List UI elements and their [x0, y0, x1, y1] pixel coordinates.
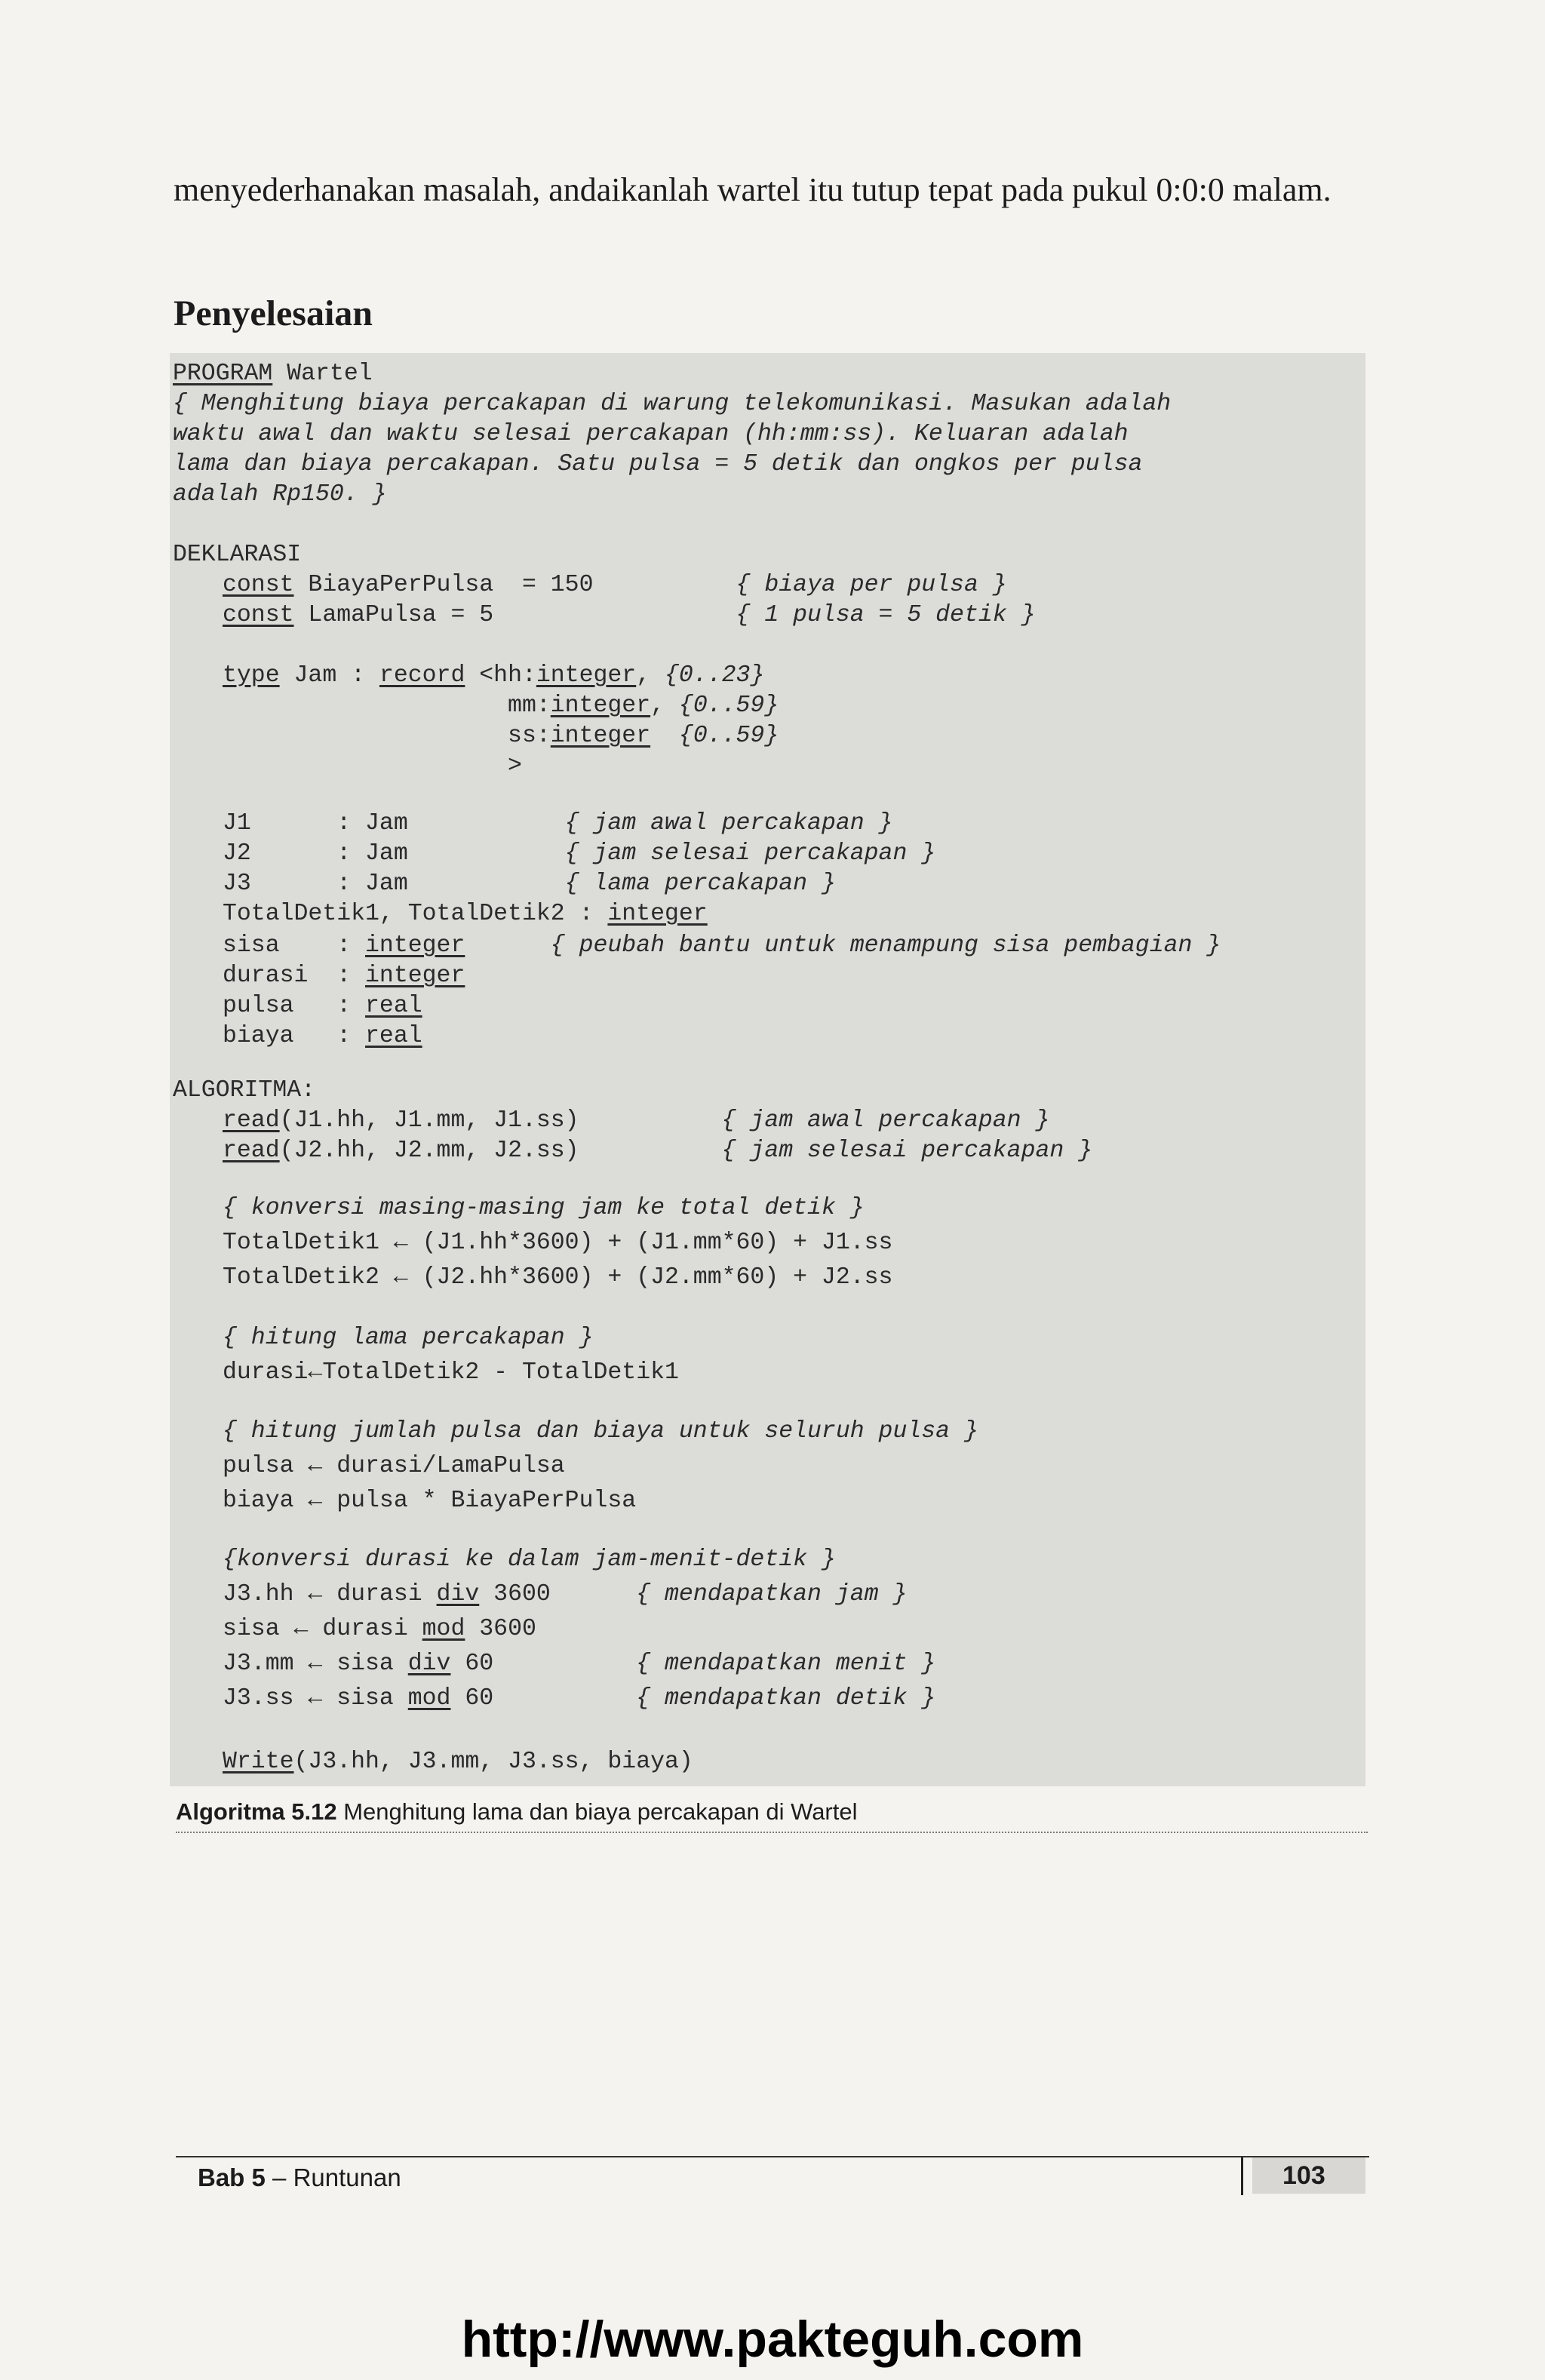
code-text: DEKLARASI [173, 542, 302, 568]
code-keyword: real [365, 993, 422, 1019]
code-line [223, 721, 779, 751]
code-line [223, 1228, 892, 1258]
footer-chapter [198, 2163, 401, 2192]
code-comment: { mendapatkan jam } [636, 1581, 908, 1608]
code-keyword: integer [550, 693, 651, 719]
code-comment: { hitung jumlah pulsa dan biaya untuk seluruh pulsa } [223, 1418, 978, 1445]
code-comment: { peubah bantu untuk menampung sisa pembagian } [550, 932, 1221, 959]
code-line [223, 931, 1221, 961]
code-text [650, 723, 679, 749]
code-line [173, 389, 1171, 419]
code-text: sisa ← durasi [223, 1616, 422, 1642]
code-text: BiayaPerPulsa = 150 [293, 572, 736, 598]
code-text: biaya : [223, 1023, 366, 1049]
code-text: J2 : Jam [223, 840, 565, 867]
code-text: LamaPulsa = 5 [293, 602, 736, 628]
code-keyword: const [223, 572, 294, 598]
code-text: J3 : Jam [223, 871, 565, 897]
code-keyword: div [407, 1651, 451, 1677]
code-keyword: mod [407, 1685, 451, 1712]
page-number: 103 [1252, 2157, 1365, 2194]
code-comment: {0..59} [678, 723, 779, 749]
code-line [223, 1747, 693, 1777]
code-keyword: type [223, 662, 280, 689]
code-line [223, 899, 708, 929]
code-text: 60 [450, 1651, 637, 1677]
code-text: TotalDetik2 ← (J2.hh*3600) + (J2.mm*60) + J2.ss [223, 1264, 893, 1291]
code-text: > [223, 753, 522, 779]
website-url[interactable]: http://www.pakteguh.com [461, 2311, 1084, 2368]
code-keyword: record [379, 662, 465, 689]
code-keyword: integer [365, 963, 465, 989]
code-text: ALGORITMA: [173, 1077, 316, 1104]
code-text: sisa : [223, 932, 366, 959]
code-line [173, 540, 301, 570]
footer-chapter-title: – Runtunan [265, 2163, 401, 2191]
code-line [223, 1545, 836, 1575]
code-text: TotalDetik1 ← (J1.hh*3600) + (J1.mm*60) + J1.ss [223, 1230, 893, 1256]
code-text: ss: [223, 723, 551, 749]
code-comment: {konversi durasi ke dalam jam-menit-detik } [223, 1546, 836, 1573]
code-comment: { Menghitung biaya percakapan di warung telekomunikasi. Masukan adalah [173, 391, 1172, 417]
code-text: J3.ss ← sisa [223, 1685, 408, 1712]
code-keyword: read [223, 1138, 280, 1164]
code-text: , [636, 662, 665, 689]
figure-caption [176, 1798, 1368, 1833]
code-line [173, 419, 1129, 450]
code-text: pulsa ← durasi/LamaPulsa [223, 1453, 565, 1479]
code-line [223, 1684, 935, 1714]
code-keyword: div [436, 1581, 480, 1608]
code-comment: { jam selesai percakapan } [721, 1138, 1093, 1164]
code-comment: { jam selesai percakapan } [564, 840, 936, 867]
code-line [223, 570, 1007, 600]
code-keyword: integer [550, 723, 651, 749]
code-line [223, 1417, 978, 1447]
code-line [223, 1486, 636, 1516]
code-text: 3600 [479, 1581, 637, 1608]
section-heading: Penyelesaian [174, 293, 373, 333]
code-comment: adalah Rp150. } [173, 481, 387, 508]
code-text: J3.hh ← durasi [223, 1581, 437, 1608]
code-comment: {0..59} [678, 693, 779, 719]
code-keyword: read [223, 1107, 280, 1134]
code-line [223, 1021, 422, 1052]
code-text: J1 : Jam [223, 810, 565, 837]
code-text: J3.mm ← sisa [223, 1651, 408, 1677]
code-comment: { lama percakapan } [564, 871, 836, 897]
code-keyword: integer [607, 901, 708, 927]
algorithm-listing [170, 353, 1365, 1786]
code-line [223, 1451, 565, 1482]
code-text: <hh: [465, 662, 536, 689]
code-keyword: mod [422, 1616, 465, 1642]
code-comment: waktu awal dan waktu selesai percakapan (hh:mm:ss). Keluaran adalah [173, 421, 1129, 447]
code-comment: { hitung lama percakapan } [223, 1325, 594, 1351]
code-line [223, 600, 1035, 631]
caption-text: Menghitung lama dan biaya percakapan di Wartel [336, 1798, 858, 1825]
code-text: Wartel [272, 361, 373, 387]
code-line [173, 359, 373, 389]
code-text [465, 932, 550, 959]
code-comment: { mendapatkan detik } [636, 1685, 936, 1712]
code-keyword: const [223, 602, 294, 628]
code-text: Jam : [279, 662, 379, 689]
code-text: biaya ← pulsa * BiayaPerPulsa [223, 1488, 637, 1514]
code-line [173, 450, 1142, 480]
code-line [223, 1106, 1049, 1136]
code-line [223, 1136, 1092, 1166]
code-keyword: Write [223, 1749, 294, 1775]
caption-label: Algoritma 5.12 [176, 1798, 337, 1825]
code-comment: { jam awal percakapan } [564, 810, 893, 837]
code-line [223, 1323, 593, 1353]
code-comment: { biaya per pulsa } [736, 572, 1007, 598]
code-line [223, 991, 422, 1021]
code-line [223, 1649, 935, 1679]
code-line [223, 869, 836, 899]
code-text: (J3.hh, J3.mm, J3.ss, biaya) [293, 1749, 693, 1775]
code-text: , [650, 693, 679, 719]
code-line [223, 961, 465, 991]
footer-separator [1241, 2157, 1243, 2195]
code-line [223, 1193, 865, 1224]
code-text: pulsa : [223, 993, 366, 1019]
code-keyword: integer [365, 932, 465, 959]
footer-chapter-number: Bab 5 [198, 2163, 266, 2191]
code-line [223, 1358, 679, 1388]
code-line [223, 839, 935, 869]
code-comment: {0..23} [665, 662, 765, 689]
code-line [223, 751, 522, 782]
code-text: durasi : [223, 963, 366, 989]
code-text: mm: [223, 693, 551, 719]
footer-rule [176, 2156, 1369, 2157]
code-line [223, 691, 779, 721]
code-text: (J1.hh, J1.mm, J1.ss) [279, 1107, 722, 1134]
code-text: (J2.hh, J2.mm, J2.ss) [279, 1138, 722, 1164]
intro-paragraph: menyederhanakan masalah, andaikanlah wartel itu tutup tepat pada pukul 0:0:0 malam. [174, 171, 1332, 208]
code-keyword: PROGRAM [173, 361, 273, 387]
code-comment: { jam awal percakapan } [721, 1107, 1050, 1134]
code-comment: { mendapatkan menit } [636, 1651, 936, 1677]
code-keyword: real [365, 1023, 422, 1049]
code-comment: { 1 pulsa = 5 detik } [736, 602, 1036, 628]
code-comment: { konversi masing-masing jam ke total detik } [223, 1195, 865, 1221]
code-line [223, 1580, 907, 1610]
code-line [223, 1263, 892, 1293]
code-line [223, 661, 764, 691]
code-line [173, 480, 387, 510]
code-text: TotalDetik1, TotalDetik2 : [223, 901, 608, 927]
code-line [223, 809, 892, 839]
code-comment: lama dan biaya percakapan. Satu pulsa = 5 detik dan ongkos per pulsa [173, 451, 1143, 478]
code-text: 60 [450, 1685, 637, 1712]
code-keyword: integer [536, 662, 637, 689]
code-line [173, 1076, 315, 1106]
code-line [223, 1614, 536, 1645]
code-text: durasi←TotalDetik2 - TotalDetik1 [223, 1359, 679, 1386]
code-text: 3600 [465, 1616, 536, 1642]
